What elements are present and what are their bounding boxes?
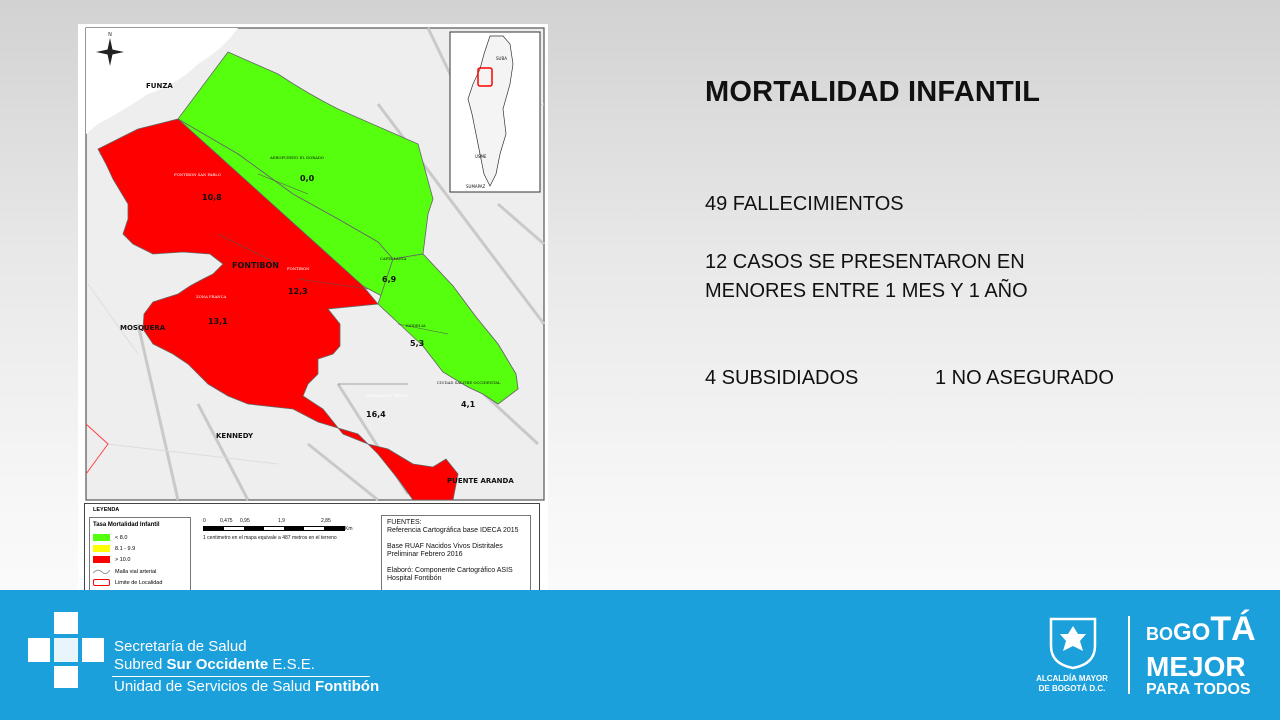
zone-rate-salitre: 4,1 bbox=[461, 400, 476, 409]
inset-sumapaz-label: SUMAPAZ bbox=[466, 184, 486, 189]
cases-line-2: MENORES ENTRE 1 MES Y 1 AÑO bbox=[705, 280, 1028, 302]
legend-key bbox=[89, 507, 191, 599]
legend-item-road: Malla vial arterial bbox=[93, 568, 156, 575]
zone-rate-modelia: 5,3 bbox=[410, 339, 425, 348]
unidad-label: Unidad de Servicios de Salud Fontibón bbox=[114, 678, 380, 695]
road-line-icon bbox=[93, 568, 110, 575]
legend-title: Tasa Mortalidad Infantil bbox=[93, 522, 160, 528]
cases-line-1: 12 CASOS SE PRESENTARON EN bbox=[705, 251, 1025, 273]
subred-label: Subred Sur Occidente E.S.E. bbox=[114, 656, 315, 673]
zone-rate-aeropuerto: 0,0 bbox=[300, 174, 315, 183]
zone-rate-san-pablo: 10,8 bbox=[202, 193, 222, 202]
brand-divider bbox=[1128, 616, 1130, 694]
zone-label-granjas: GRANJAS DE TECHO bbox=[366, 393, 408, 398]
bogota-mejor-logo: BOGOTÁ MEJOR PARA TODOS bbox=[1146, 610, 1256, 698]
zone-rate-fontibon: 12,3 bbox=[288, 287, 308, 296]
health-cross-logo bbox=[26, 610, 106, 690]
inset-suba-label: SUBA bbox=[496, 56, 507, 61]
swatch-green bbox=[93, 534, 110, 541]
inset-map bbox=[450, 32, 540, 192]
zone-label-san-pablo: FONTIBON SAN PABLO bbox=[174, 172, 221, 177]
uninsured-count: 1 NO ASEGURADO bbox=[935, 367, 1114, 389]
legend-item-yellow: 8.1 - 9.9 bbox=[93, 545, 135, 552]
legend-item-green: < 8.0 bbox=[93, 534, 127, 541]
locality-mosquera: MOSQUERA bbox=[120, 324, 166, 332]
swatch-yellow bbox=[93, 545, 110, 552]
alcaldia-line-2: DE BOGOTÁ D.C. bbox=[1038, 684, 1106, 693]
page-title: MORTALIDAD INFANTIL bbox=[705, 76, 1041, 108]
locality-fontibon: FONTIBON bbox=[232, 261, 279, 270]
legend-heading: LEYENDA bbox=[93, 507, 120, 513]
svg-text:N: N bbox=[108, 32, 112, 38]
scale-note: 1 centimetro en el mapa equivale a 487 metros en el terreno bbox=[203, 535, 337, 541]
zone-label-zona-franca: ZONA FRANCA bbox=[196, 294, 227, 299]
scale-bar: 0 0,475 0,95 1,9 2,85 Km 1 centimetro en el mapa equivale a 487 metros en el terreno bbox=[203, 518, 363, 541]
footer-divider bbox=[112, 676, 370, 677]
zone-rate-capellania: 6,9 bbox=[382, 275, 397, 284]
legend-item-red: > 10.0 bbox=[93, 556, 130, 563]
deaths-count: 49 FALLECIMIENTOS bbox=[705, 193, 904, 215]
locality-puente-aranda: PUENTE ARANDA bbox=[447, 477, 514, 485]
bogota-coat-of-arms-icon bbox=[1048, 616, 1098, 670]
zone-label-aeropuerto: AEROPUERTO EL DORADO bbox=[270, 155, 325, 160]
map-figure bbox=[78, 24, 548, 616]
locality-funza: FUNZA bbox=[146, 82, 173, 90]
swatch-red bbox=[93, 556, 110, 563]
zone-label-salitre: CIUDAD SALITRE OCCIDENTAL bbox=[437, 380, 501, 385]
subsidized-count: 4 SUBSIDIADOS bbox=[705, 367, 859, 389]
secretaria-label: Secretaría de Salud bbox=[114, 638, 247, 655]
alcaldia-line-1: ALCALDÍA MAYOR bbox=[1036, 674, 1108, 683]
zone-label-capellania: CAPELLANIA bbox=[380, 256, 407, 261]
zone-label-modelia: MODELIA bbox=[406, 323, 426, 328]
inset-usme-label: USME bbox=[475, 154, 487, 159]
zone-rate-granjas: 16,4 bbox=[366, 410, 386, 419]
zone-rate-zona-franca: 13,1 bbox=[208, 317, 228, 326]
locality-kennedy: KENNEDY bbox=[216, 432, 254, 440]
boundary-icon bbox=[93, 579, 110, 586]
zone-label-fontibon: FONTIBON bbox=[287, 266, 310, 271]
footer-bar bbox=[0, 590, 1280, 720]
sources-box: FUENTES: Referencia Cartográfica base IDECA 2015 Base RUAF Nacidos Vivos Distritales Preliminar Febrero 2016 Elaboró: Componente Cartográfico ASIS Hospital Fontibón bbox=[381, 515, 531, 600]
legend-item-boundary: Limite de Localidad bbox=[93, 579, 162, 586]
